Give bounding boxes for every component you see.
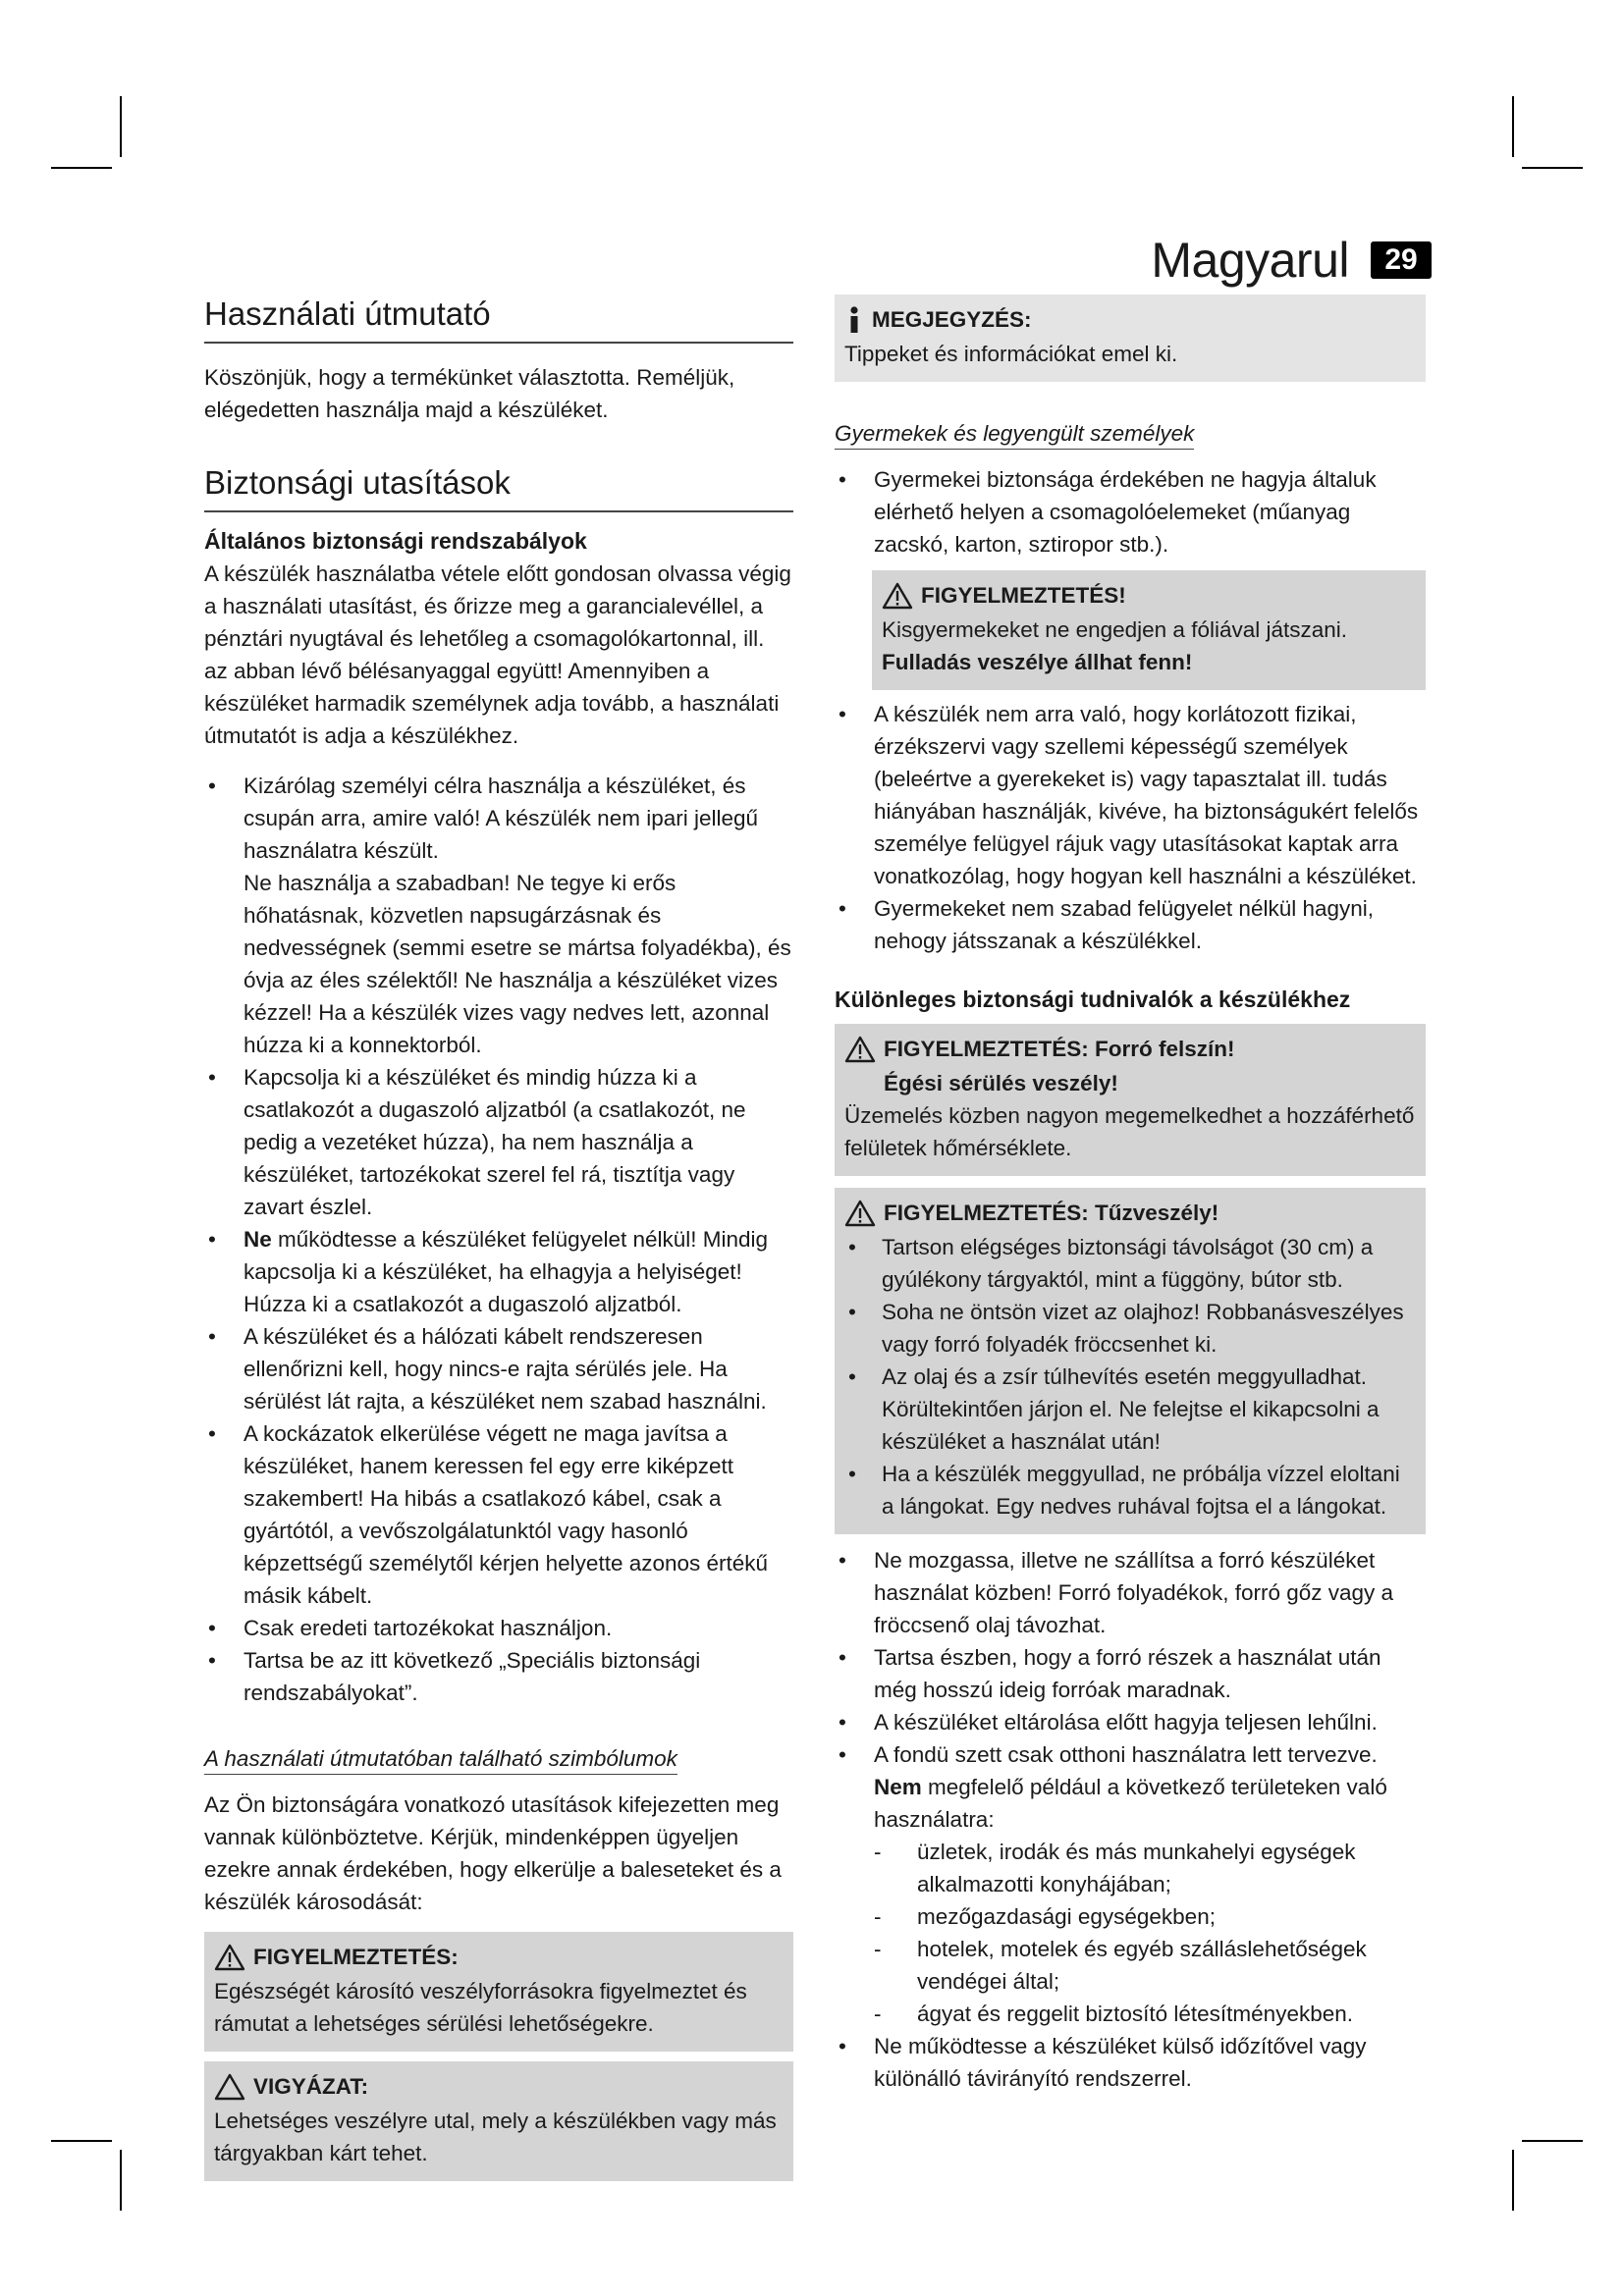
crop-mark — [120, 2150, 122, 2211]
list-item-text: működtesse a készüléket felügyelet nélkül! Mindig kapcsolja ki a készüléket, ha elhagyja a helyiséget! Húzza ki a csatlakozót a dugaszoló aljzatból. — [244, 1227, 769, 1316]
crop-mark — [1522, 167, 1583, 169]
list-item — [204, 770, 793, 1061]
info-icon — [844, 305, 864, 335]
dash-item: - hotelek, motelek és egyéb szálláslehetőségek vendégei által; — [874, 1933, 1426, 1998]
list-item-text: Ne használja a szabadban! Ne tegye ki erős hőhatásnak, közvetlen napsugárzásnak és nedvességnek (semmi esetre se mártsa folyadékba), és óvja az éles szélektől! Ne használja a készüléket vizes kézzel! Ha a készülék vizes vagy nedves lett, azonnal húzza ki a konnektorból. — [244, 871, 791, 1057]
fire-box — [835, 1188, 1426, 1534]
children-subheading: Gyermekek és legyengült személyek — [835, 419, 1194, 450]
list-item-text: A fondü szett csak otthoni használatra lett tervezve. — [874, 1742, 1378, 1767]
symbols-subheading: A használati útmutatóban található szimbólumok — [204, 1744, 677, 1775]
warning-triangle-icon — [844, 1200, 876, 1227]
caution-text: Lehetséges veszélyre utal, mely a készülékben vagy más tárgyakban kárt tehet. — [214, 2109, 777, 2165]
list-item: • A készülék nem arra való, hogy korlátozott fizikai, érzékszervi vagy szellemi képességű személyek (beleértve a gyerekeket is) vagy tapasztalat ill. tudás hiányában használják, kivéve, ha biztonságukért felelős személye felügyel rájuk vagy utasításokat kaptak arra vonatkozólag, hogy hogyan kell használni a készüléket. — [835, 698, 1426, 892]
caution-box — [204, 2061, 793, 2181]
crop-mark — [1522, 2140, 1583, 2142]
list-item: • Ha a készülék meggyullad, ne próbálja vízzel eloltani a lángokat. Egy nedves ruhával fojtsa el a lángokat. — [844, 1458, 1416, 1522]
list-item: • Gyermekeket nem szabad felügyelet nélkül hagyni, nehogy játsszanak a készülékkel. — [835, 892, 1426, 957]
list-item: • Az olaj és a zsír túlhevítés esetén meggyulladhat. Körültekintően járjon el. Ne felejtse el kikapcsolni a készüléket a használat után! — [844, 1361, 1416, 1458]
dash-item: - mezőgazdasági egységekben; — [874, 1900, 1426, 1933]
crop-mark — [1512, 96, 1514, 157]
warning-triangle-icon — [214, 1944, 245, 1971]
note-title: MEGJEGYZÉS: — [872, 307, 1032, 332]
left-column — [204, 294, 793, 2181]
crop-mark — [51, 2140, 112, 2142]
special-heading: Különleges biztonsági tudnivalók a készülékhez — [835, 987, 1351, 1012]
symbols-text: Az Ön biztonságára vonatkozó utasítások kifejezetten meg vannak különböztetve. Kérjük, mindenképpen ügyeljen ezekre annak érdekében, hogy elkerülje a baleseteket és a készülék károsodását: — [204, 1792, 782, 1914]
hot-surface-box — [835, 1024, 1426, 1176]
safety-heading: Biztonsági utasítások — [204, 463, 793, 512]
children-list-cont — [835, 698, 1426, 957]
list-item: • Kapcsolja ki a készüléket és mindig húzza ki a csatlakozót a dugaszoló aljzatból (a csatlakozót, ne pedig a vezetéket húzza), ha nem használja a készüléket, tartozékokat szerel fel rá, tisztítja vagy zavart észlel. — [204, 1061, 793, 1223]
list-item: • A kockázatok elkerülése végett ne maga javítsa a készüléket, hanem keressen fel egy erre kiképzett szakembert! Ha hibás a csatlakozó kábel, csak a gyártótól, a vevőszolgálatunktól vagy hasonló képzettségű személytől kérjen helyette azonos értékű másik kábelt. — [204, 1417, 793, 1612]
list-item: • Ne működtesse a készüléket külső időzítővel vagy különálló távirányító rendszerrel. — [835, 2030, 1426, 2095]
caution-triangle-icon — [214, 2073, 245, 2101]
hot-surface-text: Üzemelés közben nagyon megemelkedhet a hozzáférhető felületek hőmérséklete. — [844, 1103, 1415, 1160]
warning-title: FIGYELMEZTETÉS: — [253, 1945, 459, 1969]
page-header — [1151, 232, 1432, 289]
list-item: • Tartsa be az itt következő „Speciális biztonsági rendszabályokat”. — [204, 1644, 793, 1709]
usage-heading: Használati útmutató — [204, 294, 793, 344]
general-rules-list — [204, 770, 793, 1709]
right-column — [835, 294, 1426, 2095]
fire-title: FIGYELMEZTETÉS: Tűzveszély! — [884, 1201, 1219, 1225]
list-item: • Ne mozgassa, illetve ne szállítsa a forró készüléket használat közben! Forró folyadékok, forró gőz vagy a fröccsenő olaj távozhat. — [835, 1544, 1426, 1641]
emphasis: Nem — [874, 1775, 922, 1799]
list-item: • A készüléket eltárolása előtt hagyja teljesen lehűlni. — [835, 1706, 1426, 1738]
special-list — [835, 1544, 1426, 2095]
general-rules-heading: Általános biztonsági rendszabályok — [204, 528, 587, 554]
crop-mark — [1512, 2150, 1514, 2211]
list-item — [204, 1223, 793, 1320]
warning-box — [204, 1932, 793, 2052]
crop-mark — [51, 167, 112, 169]
hot-surface-subtitle: Égési sérülés veszély! — [884, 1071, 1118, 1095]
list-item: • Gyermekei biztonsága érdekében ne hagyja általuk elérhető helyen a csomagolóelemeket (műanyag zacskó, karton, sztiropor stb.). — [835, 463, 1426, 561]
general-rules-text: A készülék használatba vétele előtt gondosan olvassa végig a használati utasítást, és őrizze meg a garancialevéllel, a pénztári nyugtával és lehetőleg a csomagolókartonnal, ill. az abban lévő bélésanyaggal együtt! Amennyiben a készüléket harmadik személynek adja tovább, a használati útmutatót is adja a készülékhez. — [204, 561, 791, 748]
list-item — [835, 1738, 1426, 2030]
hot-surface-title: FIGYELMEZTETÉS: Forró felszín! — [884, 1037, 1235, 1061]
list-item-text: Kizárólag személyi célra használja a készüléket, és csupán arra, amire való! A készülék nem ipari jellegű használatra készült. — [244, 774, 759, 863]
warning-text: Egészségét károsító veszélyforrásokra figyelmeztet és rámutat a lehetséges sérülési lehetőségekre. — [214, 1979, 747, 2036]
emphasis: Ne — [244, 1227, 272, 1252]
page-number: 29 — [1371, 241, 1432, 279]
crop-mark — [120, 96, 122, 157]
list-item: • A készüléket és a hálózati kábelt rendszeresen ellenőrizni kell, hogy nincs-e rajta sérülés jele. Ha sérülést lát rajta, a készüléket nem szabad használni. — [204, 1320, 793, 1417]
child-warning-text: Kisgyermekeket ne engedjen a fóliával játszani. — [882, 617, 1348, 642]
caution-title: VIGYÁZAT: — [253, 2074, 369, 2099]
dash-item: - üzletek, irodák és más munkahelyi egységek alkalmazotti konyhájában; — [874, 1836, 1426, 1900]
warning-triangle-icon — [844, 1036, 876, 1063]
warning-triangle-icon — [882, 582, 913, 610]
dash-item: - ágyat és reggelit biztosító létesítményekben. — [874, 1998, 1426, 2030]
list-item-text: megfelelő például a következő területeken való használatra: — [874, 1775, 1387, 1832]
child-warning-bold: Fulladás veszélye állhat fenn! — [882, 650, 1193, 674]
note-text: Tippeket és információkat emel ki. — [844, 342, 1178, 366]
children-list — [835, 463, 1426, 561]
child-warning-title: FIGYELMEZTETÉS! — [921, 583, 1126, 608]
fire-list — [844, 1231, 1416, 1522]
child-warning-box — [872, 570, 1426, 690]
list-item: • Tartson elégséges biztonsági távolságot (30 cm) a gyúlékony tárgyaktól, mint a függöny, bútor stb. — [844, 1231, 1416, 1296]
list-item: • Soha ne öntsön vizet az olajhoz! Robbanásveszélyes vagy forró folyadék fröccsenhet ki. — [844, 1296, 1416, 1361]
intro-text: Köszönjük, hogy a termékünket választotta. Reméljük, elégedetten használja majd a készüléket. — [204, 365, 735, 422]
list-item: • Tartsa észben, hogy a forró részek a használat után még hosszú ideig forróak maradnak. — [835, 1641, 1426, 1706]
dash-list — [874, 1836, 1426, 2030]
note-box — [835, 294, 1426, 382]
language-title: Magyarul — [1151, 233, 1349, 288]
list-item: • Csak eredeti tartozékokat használjon. — [204, 1612, 793, 1644]
